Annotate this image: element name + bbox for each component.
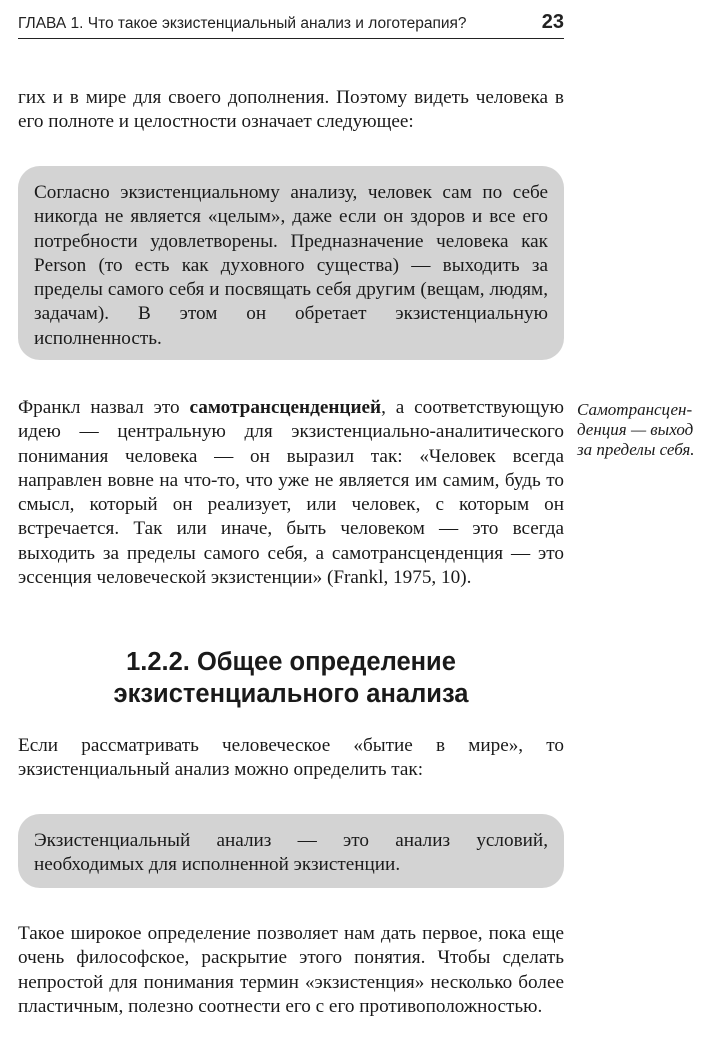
highlight-box-definition-person [18, 166, 564, 360]
highlight-box-definition-ea [18, 814, 564, 888]
page-number: 23 [541, 11, 564, 33]
paragraph-being-in-world [18, 734, 564, 783]
paragraph-broad-definition [18, 922, 564, 1019]
section-heading-line: экзистенциального анализа [113, 680, 469, 708]
margin-note [577, 400, 709, 460]
margin-note-line: за пределы себя. [577, 440, 695, 459]
bold-term: самотрансценденцией [189, 397, 382, 418]
highlight-box-text: Согласно экзистенциальному анализу, человек сам по себе никогда не является «целым», даже если он здоров и все его потребности удовлетворены. Предназначение человека как Person (то есть как духовного существа) — выходить за пределы самого себя и посвящать себя другим (вещам, людям, задачам). В этом он обретает экзистенциальную исполненность. [34, 182, 548, 349]
paragraph-text: гих и в мире для своего дополнения. Поэтому видеть человека в его полноте и целостности означает следующее: [18, 87, 564, 133]
running-header [18, 8, 564, 39]
paragraph-intro [18, 86, 564, 135]
paragraph-text: Такое широкое определение позволяет нам дать первое, пока еще очень философское, раскрытие этого понятия. Чтобы сделать непростой для понимания термин «экзистенция» несколько более пластичным, полезно соотнести его с его противоположностью. [18, 923, 564, 1017]
section-heading [18, 646, 564, 710]
section-heading-line: 1.2.2. Общее определение [126, 648, 456, 676]
paragraph-self-transcendence [18, 396, 564, 590]
paragraph-text-start: Франкл назвал это [18, 397, 190, 418]
paragraph-text: Если рассматривать человеческое «бытие в мире», то экзистенциальный анализ можно определить так: [18, 735, 564, 781]
paragraph-text-rest: , а соответствующую идею — центральную для экзистенциально-аналитического понимания человека — он выразил так: «Человек всегда направлен вовне на что-то, что уже не является им самим, будь то смысл, который он реализует, или человек, с которым он встречается. Так или иначе, быть человеком — это всегда выходить за пределы самого себя, а самотрансценденция — это эссенция человеческой экзистенции» (Frankl, 1975, 10). [18, 397, 565, 589]
margin-note-line: Самотрансцен- [577, 400, 693, 419]
paragraph-text [18, 396, 564, 590]
margin-note-line: денция — выход [577, 420, 694, 439]
highlight-box-text: Экзистенциальный анализ — это анализ условий, необходимых для исполненной экзистенции. [34, 830, 548, 876]
chapter-title: ГЛАВА 1. Что такое экзистенциальный анализ и логотерапия? [18, 15, 467, 32]
